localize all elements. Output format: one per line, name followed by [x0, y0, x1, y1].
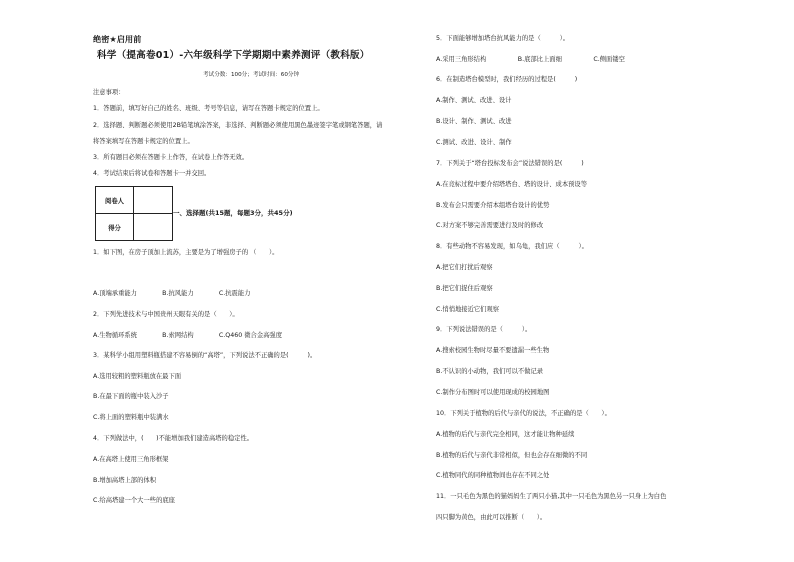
score-cell [134, 214, 172, 240]
confidential-mark: 绝密★启用前 [93, 34, 142, 44]
score-label: 得分 [96, 214, 134, 240]
question-text: 11．一只毛色为黑色的猫妈妈生了两只小猫,其中一只毛色为黑色另一只身上为白色 [436, 493, 667, 500]
question-option: C.悄悄地接近它们观察 [436, 306, 500, 313]
question-option: A.植物的后代与亲代完全相同，这才能让物种延续 [436, 431, 575, 438]
note-line: 将答案填写在答题卡规定的位置上。 [93, 138, 194, 145]
question-text: 10．下列关于植物的后代与亲代的说法，不正确的是（ ）。 [436, 410, 611, 417]
question-text: 4．下列做法中，( )不能增加我们建造高塔的稳定性。 [93, 435, 254, 442]
question-text: 2．下列先进技术与中国贵州天眼有关的是（ ）。 [93, 311, 239, 318]
question-option: C.测试、改进、设计、制作 [436, 139, 512, 146]
section-heading: 一、选择题(共15题，每题3分，共45分) [173, 209, 293, 217]
question-text: 1．如下图，在房子顶加上流苏，主要是为了增强房子的 （ ）。 [93, 249, 279, 256]
question-text: 6．在制造塔台模型时，我们经历的过程是( ) [436, 76, 578, 83]
exam-title: 科学（提高卷01）-六年级科学下学期期中素养测评（教科版） [97, 50, 370, 61]
question-option: B.增加高塔上部的体积 [93, 477, 156, 484]
question-option: C.给高塔建一个大一些的底座 [93, 497, 175, 504]
question-option: A.搜索校园生物时尽量不要遗漏一些生物 [436, 347, 550, 354]
question-option: C.植物同代的同种植物间也存在不同之处 [436, 472, 550, 479]
question-option: C.对方案不够完善需要进行及时的修改 [436, 222, 544, 229]
question-options: A.生物循环系统 B.索网结构 C.Q460 微合金高强度 [93, 332, 283, 339]
question-option: B.植物的后代与亲代非常相似，但也会存在细微的不同 [436, 452, 588, 459]
question-text: 7．下列关于“塔台投标发布会”说法错误的是( ) [436, 160, 584, 167]
question-options: A.顶端承重能力 B.抗风能力 C.抗震能力 [93, 290, 251, 297]
question-option: B.不认识的小动物，我们可以不做记录 [436, 368, 544, 375]
reviewer-label: 阅卷人 [96, 187, 134, 214]
question-text: 5．下面能够增加塔台抗风能力的是（ ）。 [436, 35, 570, 42]
note-line: 2．选择题、判断题必须使用2B铅笔填涂答案，非选择、判断题必须使用黑色墨迹签字笔或钢笔答题，请 [93, 122, 383, 129]
question-option: C.将上面的塑料瓶中装满水 [93, 414, 169, 421]
question-option: B.在最下面的瓶中装入沙子 [93, 393, 169, 400]
question-text: 3．某科学小组用塑料瓶搭建不容易倒的“高塔”，下列说法不正确的是( )。 [93, 352, 317, 359]
question-option: A.把它们打扰后观察 [436, 264, 493, 271]
question-option: B.发布会只需要介绍本组塔台设计的优势 [436, 202, 550, 209]
notes-heading: 注意事项： [93, 89, 125, 96]
question-option: A.在高塔上使用三角形框架 [93, 456, 169, 463]
note-line: 1．答题前，填写好自己的姓名、班级、考号等信息，请写在答题卡规定的位置上。 [93, 105, 324, 112]
question-text: 四只脚为黄色，由此可以推断（ ）。 [436, 514, 547, 521]
exam-meta: 考试分数：100分；考试时间：60分钟 [203, 72, 300, 78]
question-option: B.设计、制作、测试、改进 [436, 118, 512, 125]
note-line: 3．所有题目必须在答题卡上作答，在试卷上作答无效。 [93, 154, 249, 161]
question-option: A.在竞标过程中要介绍塔塔台、塔的设计、成本预设等 [436, 181, 588, 188]
question-text: 8．有些动物不容易发现，如乌龟，我们应（ ）。 [436, 243, 588, 250]
question-option: A.选用较粗的塑料瓶放在最下面 [93, 373, 182, 380]
score-table [95, 186, 173, 241]
question-option: B.把它们捉住后观察 [436, 285, 493, 292]
question-options: A.采用三角形结构 B.底部比上面细 C.侧面镂空 [436, 56, 625, 63]
reviewer-cell [134, 187, 172, 214]
question-option: C.制作分布图时可以使用现成的校园地图 [436, 389, 550, 396]
question-text: 9．下列说法错误的是（ ）。 [436, 326, 532, 333]
note-line: 4．考试结束后将试卷和答题卡一并交回。 [93, 170, 211, 177]
question-option: A.制作、测试、改进、设计 [436, 97, 512, 104]
